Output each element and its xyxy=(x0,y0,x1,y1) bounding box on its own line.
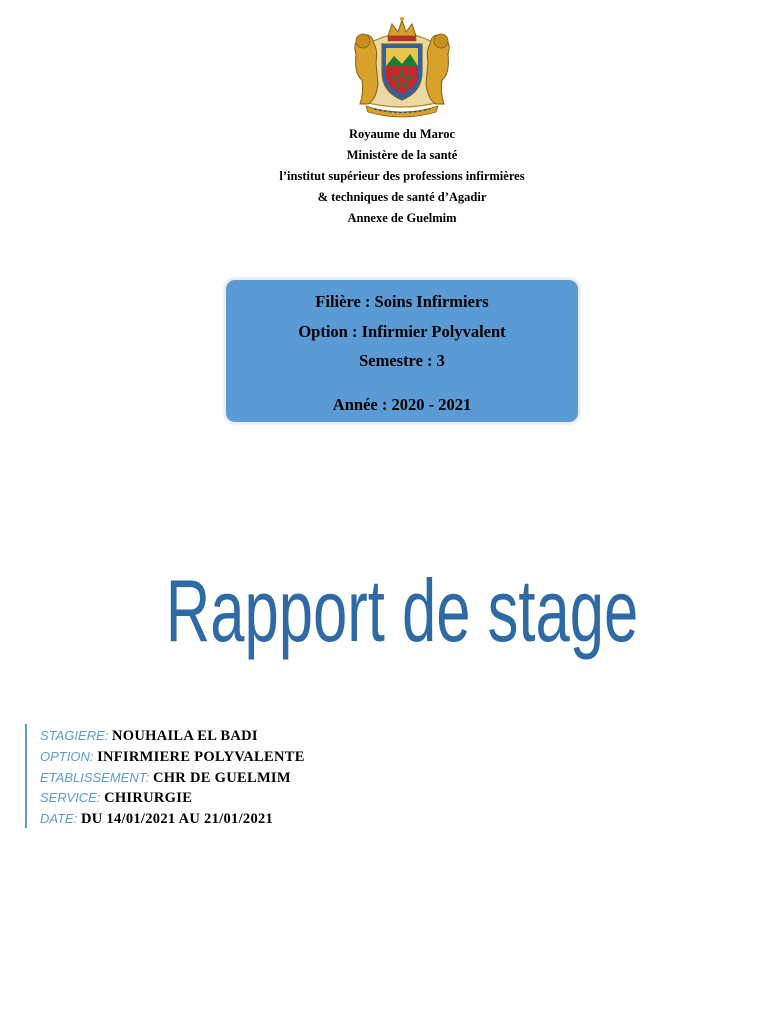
emblem-graphic xyxy=(348,14,456,118)
date-label: DATE: xyxy=(40,811,81,827)
option-label: OPTION: xyxy=(40,748,98,764)
filiere-text: Filière : Soins Infirmiers xyxy=(315,292,489,311)
etablissement-label: ETABLISSEMENT: xyxy=(40,769,153,785)
service-value: CHIRURGIE xyxy=(104,790,193,807)
program-info-box xyxy=(224,278,580,424)
stagiere-value: NOUHAILA EL BADI xyxy=(112,728,258,744)
option-text: Option : Infirmier Polyvalent xyxy=(298,322,506,341)
report-title: Rapport de stage xyxy=(165,561,639,660)
internship-details xyxy=(25,724,425,828)
detail-row-stagiere xyxy=(40,726,425,747)
header-line-kingdom: Royaume du Maroc xyxy=(348,127,455,141)
header-line-institute: l’institut supérieur des professions infirmières xyxy=(279,169,525,183)
header-line-techniques: & techniques de santé d’Agadir xyxy=(317,190,487,204)
detail-row-etablissement xyxy=(40,768,425,789)
detail-row-date xyxy=(40,809,425,830)
service-label: SERVICE: xyxy=(40,790,105,806)
detail-row-option xyxy=(40,747,425,768)
header-line-ministry: Ministère de la santé xyxy=(346,148,458,162)
option-value: INFIRMIERE POLYVALENTE xyxy=(97,748,305,765)
coat-of-arms-emblem xyxy=(348,14,456,118)
stagiere-label: STAGIERE: xyxy=(40,728,112,743)
annee-text: Année : 2020 - 2021 xyxy=(332,395,472,414)
semestre-text: Semestre : 3 xyxy=(359,351,445,370)
date-value: DU 14/01/2021 AU 21/01/2021 xyxy=(80,811,274,828)
detail-row-service xyxy=(40,788,425,809)
etablissement-value: CHR DE GUELMIM xyxy=(152,769,291,786)
header-line-annex: Annexe de Guelmim xyxy=(347,211,457,225)
institution-header xyxy=(0,124,768,229)
